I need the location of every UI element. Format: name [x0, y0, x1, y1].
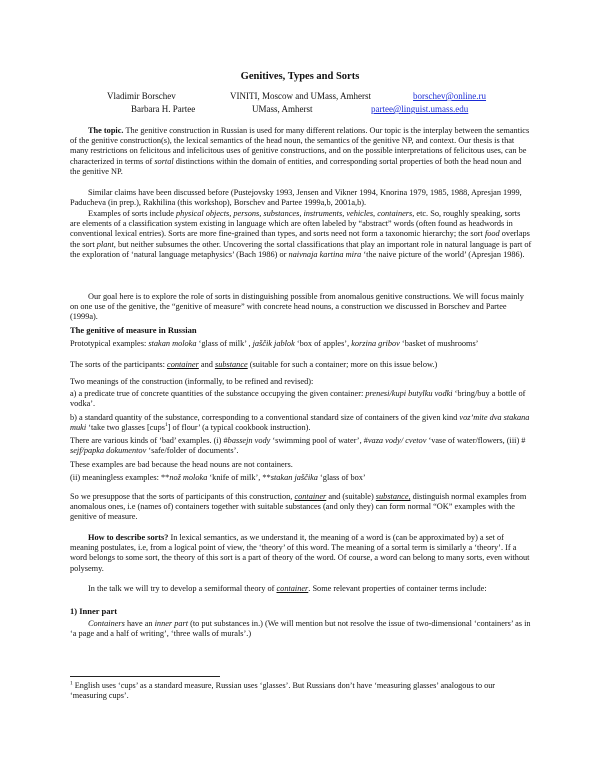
bad-examples: There are various kinds of ‘bad’ examples. (i) #bassejn vody ‘swimming pool of water’, #vaza vody/ cvetov ‘vase of water/flowers, (iii) # sejf/papka dokumentov ‘safe/folder of documents’.: [70, 436, 526, 456]
inner-part-paragraph: Containers have an inner part (to put substances in.) (We will mention but not resolve the issue of two-dimensional ‘containers’ as in ‘a page and a half of writing’, ‘three walls of murals’.): [70, 619, 531, 639]
author-email-2[interactable]: partee@linguist.umass.edu: [371, 104, 469, 114]
describe-sorts-heading: How to describe sorts?: [88, 533, 169, 542]
describe-sorts-paragraph: How to describe sorts? In lexical semantics, as we understand it, the meaning of a word is (can be approximated by) a set of meaning postulates, i.e, from a logical point of view, the ‘theory’ of this word. The meaning of a sortal term is similarly a ‘theory’. If a word belongs to some sort, the theory of this sort is a part of theory of the word. Of course, a word can belong to many sorts, even without polysemy.: [70, 533, 530, 573]
topic-heading: The topic.: [88, 126, 124, 135]
talk-paragraph: In the talk we will try to develop a semiformal theory of container. Some relevant properties of container terms include:: [88, 584, 487, 593]
author-affiliation-2: UMass, Amherst: [252, 104, 313, 114]
bad-reason: These examples are bad because the head nouns are not containers.: [70, 460, 293, 469]
paper-title: Genitives, Types and Sorts: [240, 71, 360, 82]
similar-claims-paragraph: Similar claims have been discussed before (Pustejovsky 1993, Jensen and Vikner 1994, Knorina 1979, 1985, 1988, Apresjan 1999, Paducheva (in prep.), Rakhilina (this workshop), Borschev and Partee 1999a,b, 2001a,b).: [70, 188, 522, 208]
author-name-1: Vladimir Borschev: [107, 91, 176, 101]
meaning-b: b) a standard quantity of the substance, corresponding to a conventional standard size of containers of the given kind voz’mite dva stakana muki ‘take two glasses [cups$^1$] of flour’ (a typical cookbook instruction).: [70, 413, 530, 433]
meaningless-examples: (ii) meaningless examples: **nož moloka ‘knife of milk’, **stakan jaščika ‘glass of box’: [70, 473, 366, 482]
author-email-1[interactable]: borschev@online.ru: [413, 91, 487, 101]
prototypical-examples: Prototypical examples: stakan moloka ‘glass of milk’ , jaščik jablok ‘box of apples’, korzina gribov ‘basket of mushrooms’: [70, 339, 479, 348]
author-affiliation-1: VINITI, Moscow and UMass, Amherst: [230, 91, 371, 101]
footnote-separator: [70, 676, 220, 677]
examples-paragraph: Examples of sorts include physical objects, persons, substances, instruments, vehicles, containers, etc. So, roughly speaking, sorts are elements of a classification system existing in language which are often labeled by “abstract” words (often found as headwords in conventional lexical entries). Sorts are more fine-grained than types, and sorts need not form a taxonomic hierarchy; the sort food overlaps the sort plant, but neither subsumes the other. Uncovering the sortal classifications that play an important role in natural language is part of the exploration of ‘natural language metaphysics’ (Bach 1986) or naivnaja kartina mira ‘the naive picture of the world’ (Apresjan 1986).: [70, 209, 532, 259]
section-heading-genitive-of-measure: The genitive of measure in Russian: [70, 325, 197, 335]
two-meanings-line: Two meanings of the construction (informally, to be refined and revised):: [70, 377, 314, 386]
meaning-a: a) a predicate true of concrete quantities of the substance occupying the given container: prenesi/kupi butylku vodki ‘bring/buy a bottle of vodka’.: [70, 389, 526, 409]
footnote: $^1$ English uses ‘cups’ as a standard measure, Russian uses ‘glasses’. But Russians don’t have ‘measuring glasses’ analogous to our ‘measuring cups’.: [70, 680, 496, 701]
presuppose-paragraph: So we presuppose that the sorts of participants of this construction, container and (suitable) substance, distinguish normal examples from anomalous ones, i.e (names of) containers together with suitable substances (and only they) can form normal “OK” examples with the genitive of measure.: [70, 492, 527, 522]
sorts-of-participants: The sorts of the participants: container and substance (suitable for such a container; more on this issue below.): [70, 360, 438, 369]
section-heading-inner-part: 1) Inner part: [70, 606, 118, 616]
author-name-2: Barbara H. Partee: [131, 104, 196, 114]
goal-paragraph: Our goal here is to explore the role of sorts in distinguishing possible from anomalous genitive constructions. We will focus mainly on one use of the genitive, the “genitive of measure” with concrete head nouns, a construction we discussed in Borschev and Partee (1999a).: [70, 292, 524, 322]
topic-paragraph: The topic. The genitive construction in Russian is used for many different relations. Our topic is the interplay between the semantics of the genitive construction(s), the lexical semantics of the head noun, the semantics of the genitive NP, and context. Our thesis is that many restrictions on felicitous and infelicitous uses of genitive constructions, and on the possible interpretations of felicitous uses, can be characterized in terms of sortal distinctions within the domain of entities, and corresponding sortal properties of both the head noun and the genitive NP.: [70, 126, 530, 176]
